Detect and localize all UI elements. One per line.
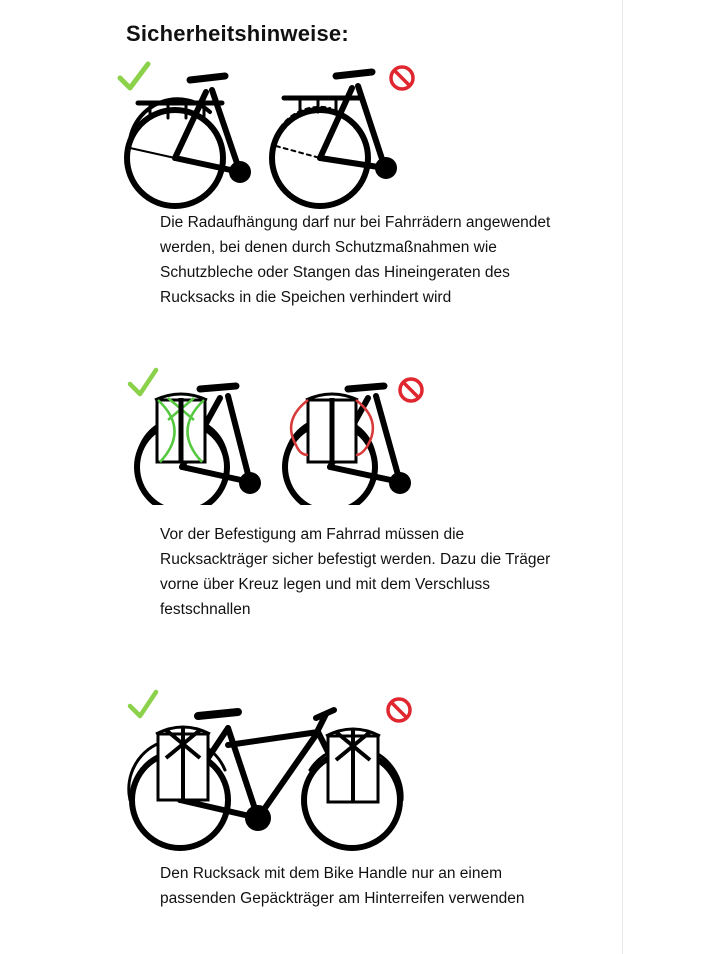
prohibited-icon bbox=[388, 699, 410, 721]
note-line: werden, bei denen durch Schutzmaßnahmen wie bbox=[160, 239, 497, 256]
note-line: Die Radaufhängung darf nur bei Fahrrädern angewendet bbox=[160, 214, 551, 231]
bike-with-guard bbox=[127, 76, 240, 206]
check-icon bbox=[130, 370, 156, 394]
note-line: Rucksacks in die Speichen verhindert wird bbox=[160, 289, 452, 306]
illustration-rear-carrier-only bbox=[0, 685, 440, 855]
note-line: Schutzbleche oder Stangen das Hineingeraten des bbox=[160, 264, 510, 281]
check-icon bbox=[130, 692, 156, 716]
note-line: festschnallen bbox=[160, 601, 251, 618]
safety-note-guard bbox=[160, 210, 610, 310]
page-title: Sicherheitshinweise: bbox=[126, 21, 349, 46]
illustration-rear-wheel-guard bbox=[0, 60, 440, 210]
note-line: Vor der Befestigung am Fahrrad müssen die bbox=[160, 526, 465, 543]
illustration-strap-crossing bbox=[0, 365, 440, 505]
check-icon bbox=[120, 64, 148, 88]
safety-note-carrier bbox=[160, 861, 610, 911]
note-line: Rucksackträger sicher befestigt werden. Dazu die Träger bbox=[160, 551, 551, 568]
note-line: vorne über Kreuz legen und mit dem Verschluss bbox=[160, 576, 490, 593]
safety-note-straps bbox=[160, 522, 610, 622]
note-line: Den Rucksack mit dem Bike Handle nur an einem bbox=[160, 865, 503, 882]
note-line: passenden Gepäckträger am Hinterreifen verwenden bbox=[160, 890, 525, 907]
prohibited-icon bbox=[400, 379, 422, 401]
prohibited-icon bbox=[391, 67, 413, 89]
bike-without-guard bbox=[272, 72, 385, 206]
page-edge-divider bbox=[622, 0, 623, 954]
